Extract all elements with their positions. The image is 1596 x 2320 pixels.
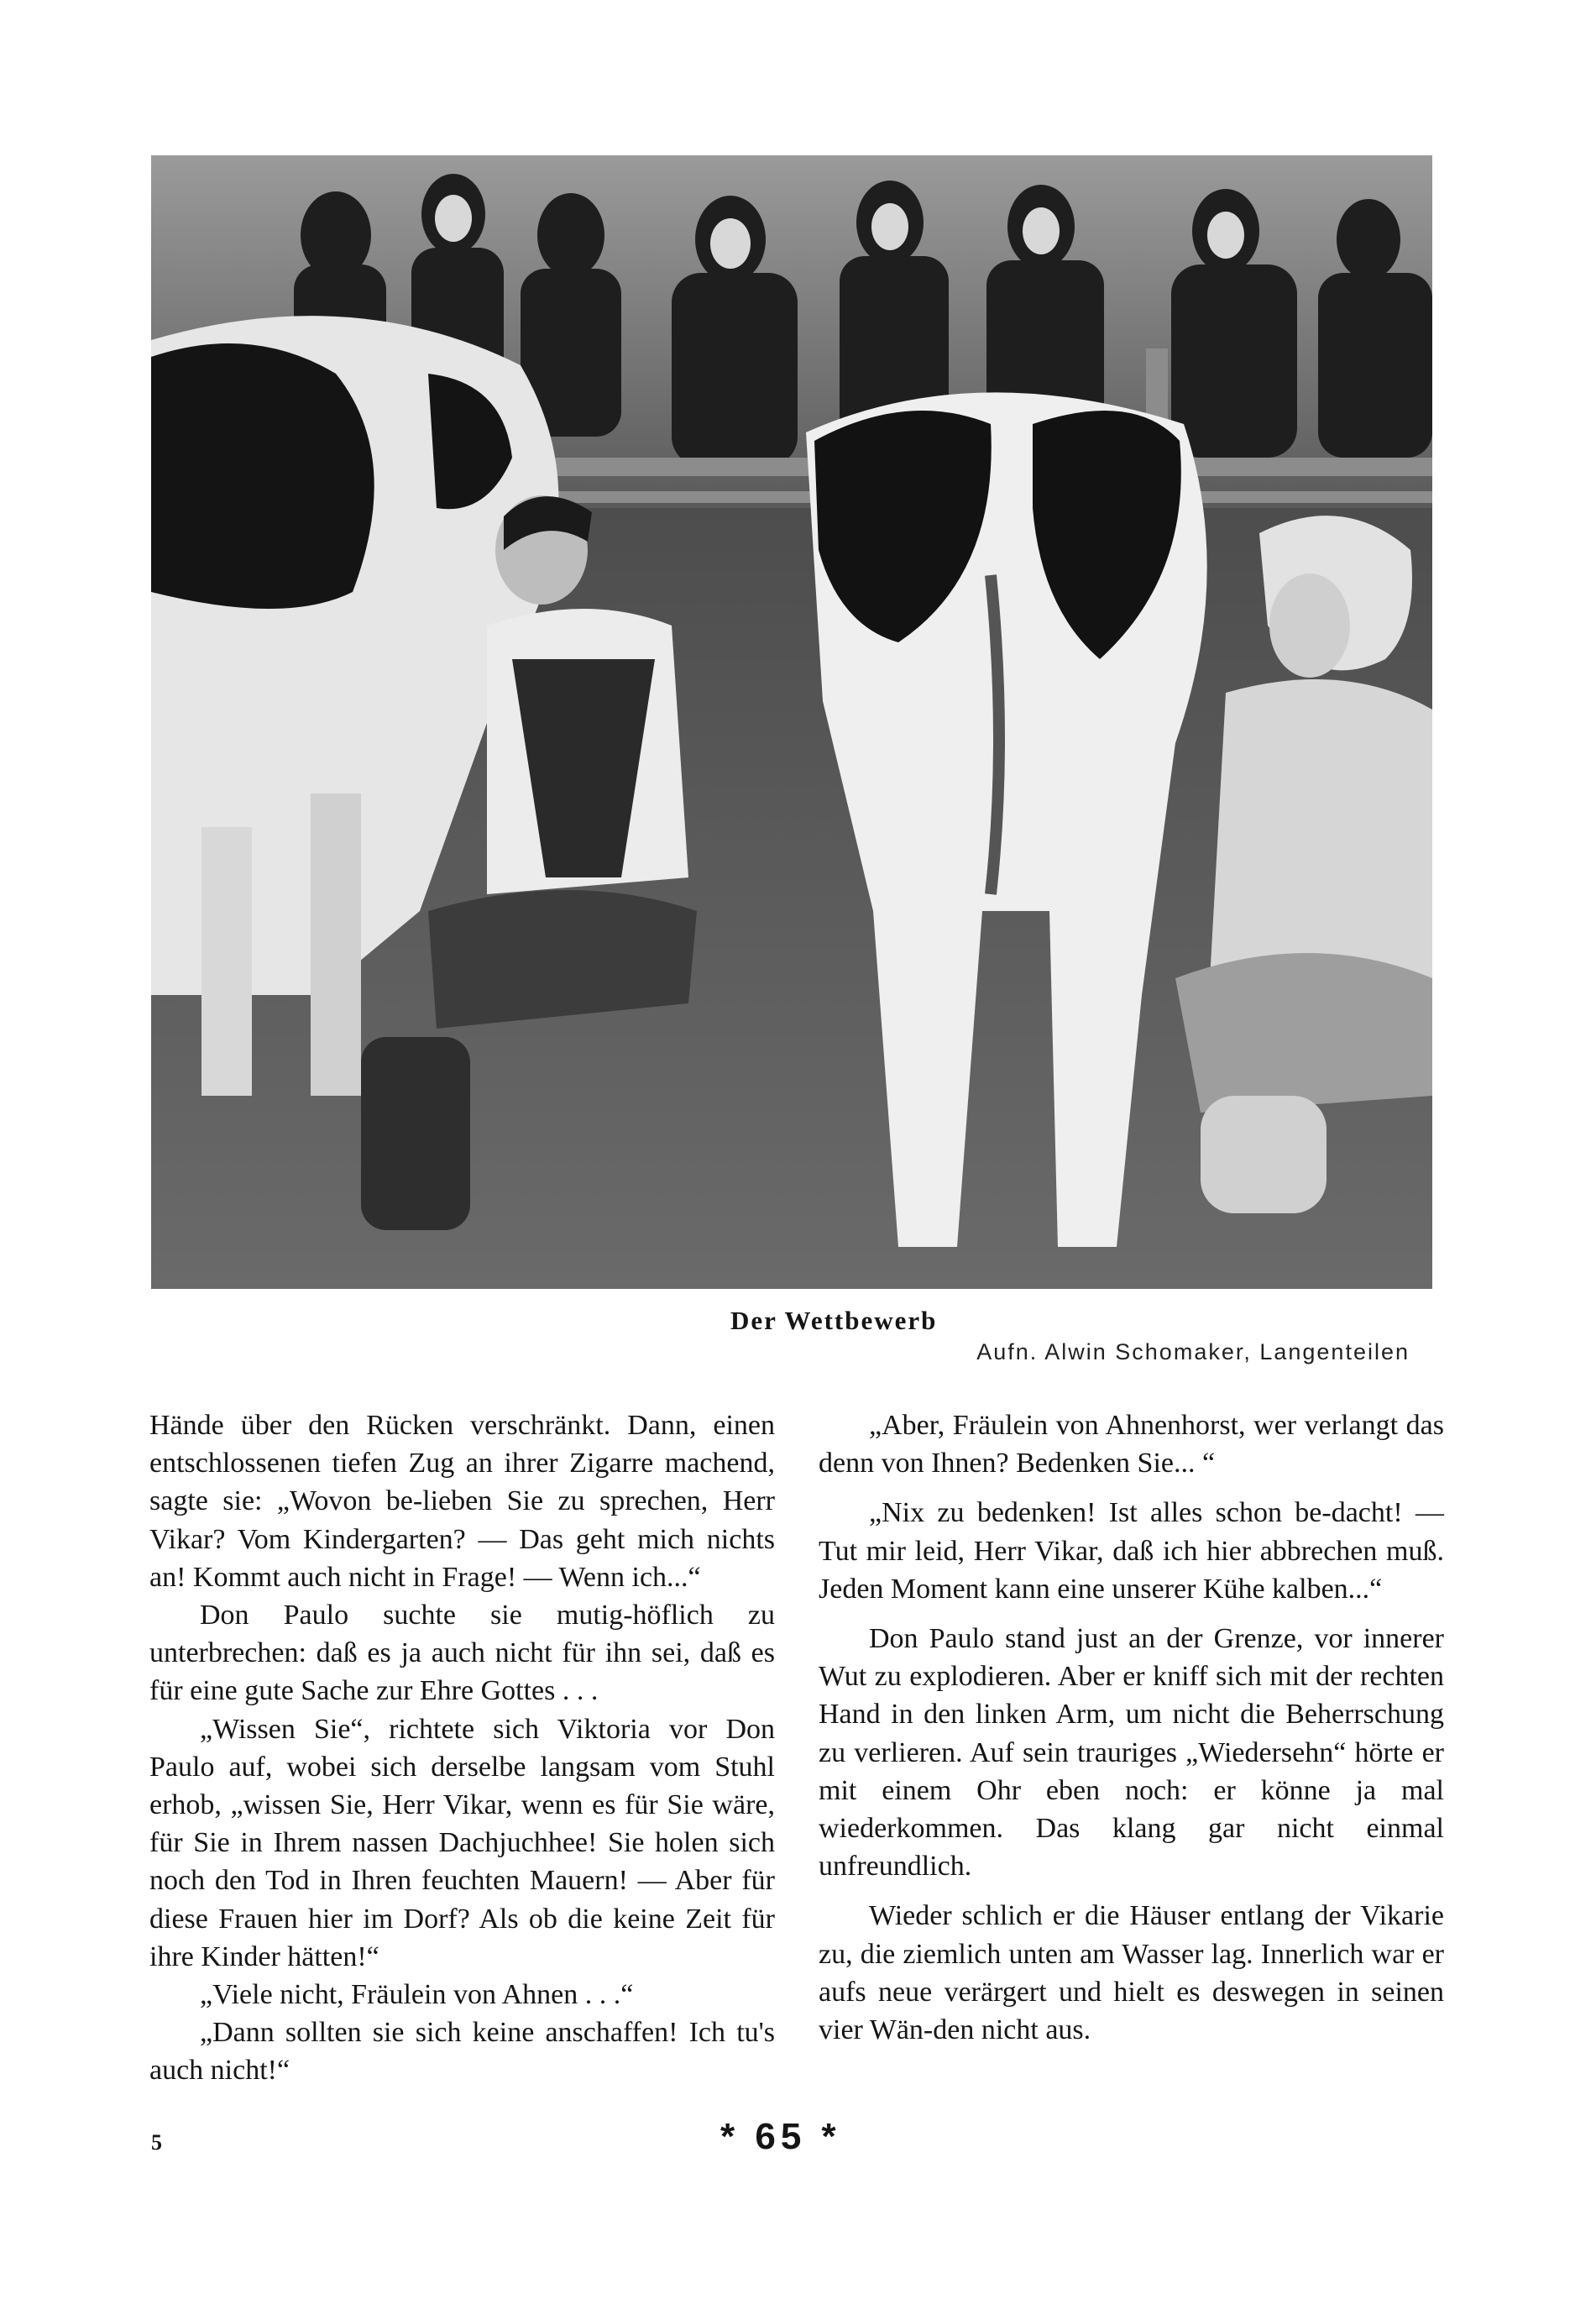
paragraph: „Dann sollten sie sich keine anschaffen! Ich tu's auch nicht!“ (149, 2017, 775, 2087)
paragraph: Don Paulo stand just an der Grenze, vor innerer Wut zu explodieren. Aber er kniff sich mit der rechten Hand in den linken Arm, um nicht die Beherrschung zu verlieren. Auf sein trauriges „Wiedersehn“ hörte er mit einem Ohr eben noch: er könne ja mal wiederkommen. Das klang gar nicht einmal unfreundlich. (819, 1623, 1444, 1883)
paragraph: „Wissen Sie“, richtete sich Viktoria vor Don Paulo auf, wobei sich derselbe langsam vom Stuhl erhob, „wissen Sie, Herr Vikar, wenn es für Sie wäre, für Sie in Ihrem nassen Dachjuchhee! Sie holen sich noch den Tod in Ihren feuchten Mauern! — Aber für diese Frauen hier im Dorf? Als ob die keine Zeit für ihre Kinder hätten!“ (149, 1713, 775, 1972)
paragraph: „Aber, Fräulein von Ahnenhorst, wer verlangt das denn von Ihnen? Bedenken Sie... “ (819, 1410, 1444, 1479)
paragraph: „Nix zu bedenken! Ist alles schon be-dacht! — Tut mir leid, Herr Vikar, daß ich hier abbrechen muß. Jeden Moment kann eine unserer Kühe kalben...“ (819, 1497, 1444, 1605)
text-column-left (149, 1406, 775, 2090)
caption-title: Der Wettbewerb (730, 1306, 938, 1335)
paragraph: Wieder schlich er die Häuser entlang der Vikarie zu, die ziemlich unten am Wasser lag. Innerlich war er aufs neue verärgert und hielt es deswegen in seinen vier Wän-den nicht aus. (819, 1900, 1444, 2046)
sheet-signature: 5 (151, 2130, 162, 2155)
paragraph: Hände über den Rücken verschränkt. Dann, einen entschlossenen tiefen Zug an ihrer Zigarre machend, sagte sie: „Wovon be-lieben Sie zu sprechen, Herr Vikar? Vom Kindergarten? — Das geht mich nichts an! Kommt auch nicht in Frage! — Wenn ich...“ (149, 1410, 775, 1593)
photo-credit: Aufn. Alwin Schomaker, Langenteilen (976, 1339, 1410, 1364)
photograph (151, 155, 1432, 1289)
photo-illustration (151, 155, 1432, 1289)
paragraph: Don Paulo suchte sie mutig-höflich zu unterbrechen: daß es ja auch nicht für ihn sei, daß es für eine gute Sache zur Ehre Gottes . . . (149, 1600, 775, 1707)
paragraph: „Viele nicht, Fräulein von Ahnen . . .“ (200, 1979, 634, 2011)
text-column-right (819, 1406, 1444, 2049)
page-number: * 65 * (720, 2116, 841, 2157)
